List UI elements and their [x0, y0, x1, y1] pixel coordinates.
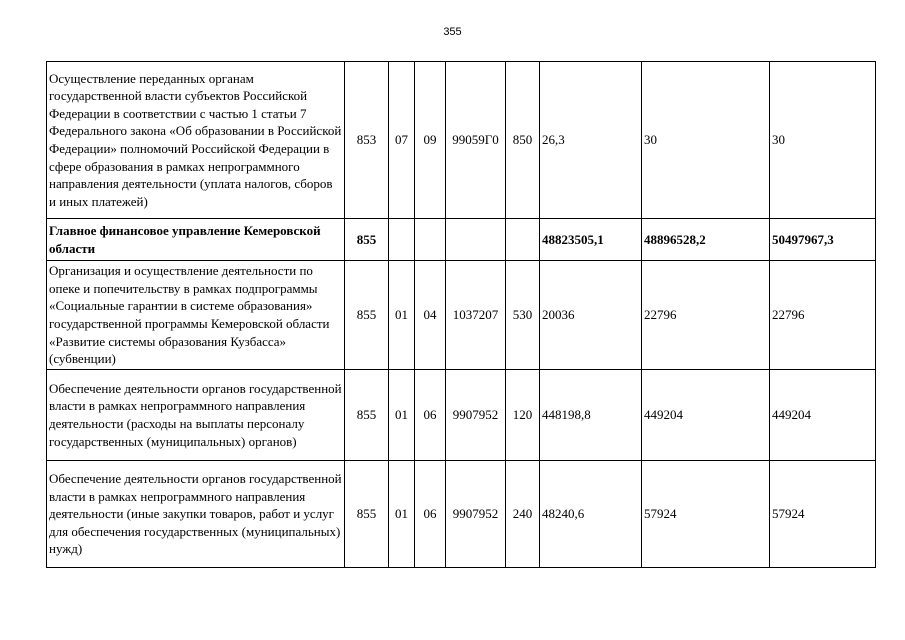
amount-year-3: 57924	[770, 461, 876, 568]
amount-year-1: 20036	[540, 261, 642, 370]
expense-type-code: 120	[506, 370, 540, 461]
table-row	[47, 261, 876, 370]
table-row	[47, 370, 876, 461]
section-code: 01	[389, 461, 415, 568]
ministry-code: 855	[345, 261, 389, 370]
table-row-total	[47, 219, 876, 261]
amount-year-2: 57924	[642, 461, 770, 568]
table-row	[47, 62, 876, 219]
amount-year-2: 30	[642, 62, 770, 219]
amount-year-1: 448198,8	[540, 370, 642, 461]
amount-year-3: 22796	[770, 261, 876, 370]
item-name: Обеспечение деятельности органов государственной власти в рамках непрограммного направления деятельности (расходы на выплаты персоналу государственных (муниципальных) органов)	[47, 370, 345, 461]
item-name: Обеспечение деятельности органов государственной власти в рамках непрограммного направления деятельности (иные закупки товаров, работ и услуг для обеспечения государственных (муниципальных) нужд)	[47, 461, 345, 568]
ministry-code: 855	[345, 370, 389, 461]
target-article-code: 1037207	[446, 261, 506, 370]
item-name: Организация и осуществление деятельности по опеке и попечительству в рамках подпрограммы «Социальные гарантии в системе образования» государственной программы Кемеровской области «Развитие системы образования Кузбасса» (субвенции)	[47, 261, 345, 370]
ministry-code: 855	[345, 461, 389, 568]
section-code: 01	[389, 370, 415, 461]
expense-type-code: 850	[506, 62, 540, 219]
amount-year-2: 449204	[642, 370, 770, 461]
ministry-code: 855	[345, 219, 389, 261]
page-number: 355	[443, 26, 462, 38]
expense-type-code: 240	[506, 461, 540, 568]
section-code	[389, 219, 415, 261]
amount-year-2: 48896528,2	[642, 219, 770, 261]
item-name: Главное финансовое управление Кемеровской области	[47, 219, 345, 261]
amount-year-3: 449204	[770, 370, 876, 461]
section-code: 07	[389, 62, 415, 219]
ministry-code: 853	[345, 62, 389, 219]
target-article-code: 9907952	[446, 461, 506, 568]
amount-year-1: 48240,6	[540, 461, 642, 568]
section-code: 01	[389, 261, 415, 370]
amount-year-2: 22796	[642, 261, 770, 370]
budget-table	[46, 61, 876, 568]
amount-year-3: 30	[770, 62, 876, 219]
table-row	[47, 461, 876, 568]
subsection-code: 06	[415, 370, 446, 461]
target-article-code: 99059Г0	[446, 62, 506, 219]
subsection-code: 09	[415, 62, 446, 219]
expense-type-code: 530	[506, 261, 540, 370]
amount-year-1: 48823505,1	[540, 219, 642, 261]
subsection-code: 06	[415, 461, 446, 568]
item-name: Осуществление переданных органам государственной власти субъектов Российской Федерации в соответствии с частью 1 статьи 7 Федерального закона «Об образовании в Российской Федерации» полномочий Российской Федерации в сфере образования в рамках непрограммного направления деятельности (уплата налогов, сборов и иных платежей)	[47, 62, 345, 219]
amount-year-1: 26,3	[540, 62, 642, 219]
target-article-code	[446, 219, 506, 261]
expense-type-code	[506, 219, 540, 261]
amount-year-3: 50497967,3	[770, 219, 876, 261]
subsection-code	[415, 219, 446, 261]
target-article-code: 9907952	[446, 370, 506, 461]
subsection-code: 04	[415, 261, 446, 370]
